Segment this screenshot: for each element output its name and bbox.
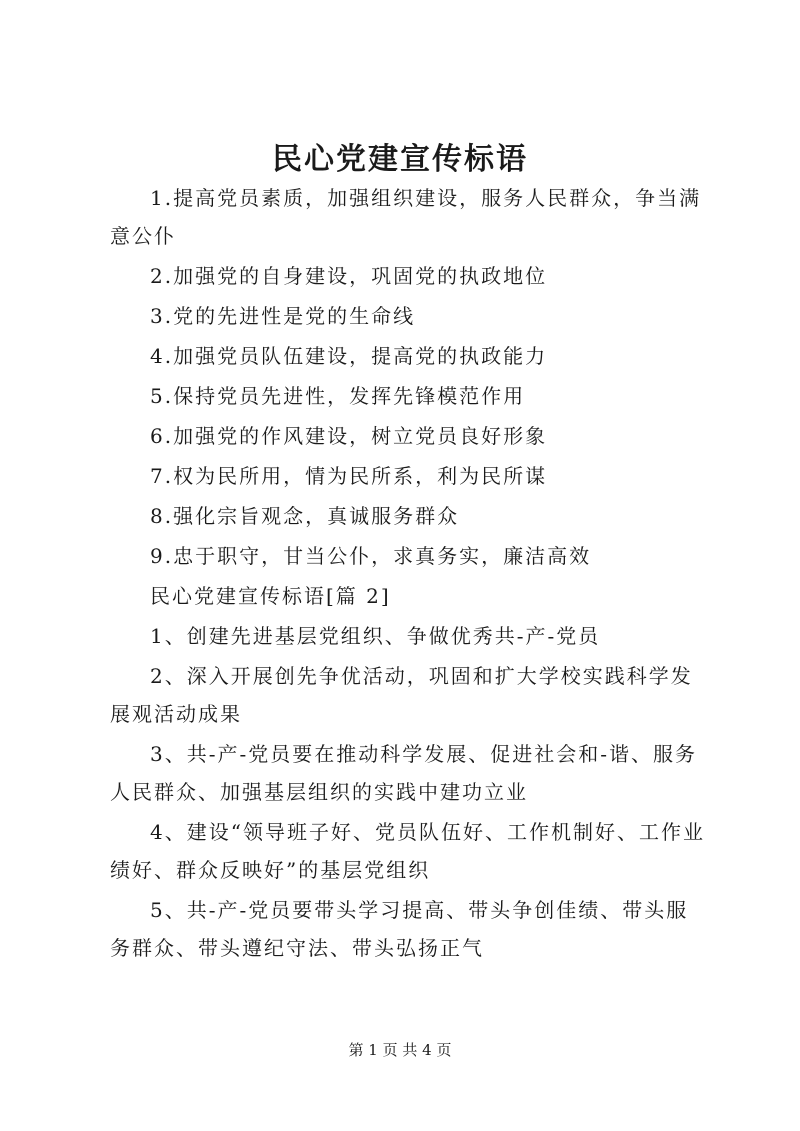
slogan-paragraph-12: 3、共-产-党员要在推动科学发展、促进社会和-谐、服务人民群众、加强基层组织的实践中建功立业 [110, 742, 697, 804]
slogan-paragraph-8: 8.强化宗旨观念，真诚服务群众 [150, 504, 460, 528]
slogan-paragraph-4: 4.加强党员队伍建设，提高党的执政能力 [150, 344, 548, 368]
document-body [110, 188, 710, 978]
slogan-paragraph-5: 5.保持党员先进性，发挥先锋模范作用 [150, 384, 526, 408]
document-title: 民心党建宣传标语 [272, 142, 528, 177]
slogan-paragraph-10: 1、创建先进基层党组织、争做优秀共-产-党员 [150, 624, 601, 648]
slogan-paragraph-9: 9.忠于职守，甘当公仆，求真务实，廉洁高效 [150, 544, 592, 568]
slogan-paragraph-1: 1.提高党员素质，加强组织建设，服务人民群众，争当满意公仆 [110, 186, 702, 248]
section-heading: 民心党建宣传标语[篇 2] [150, 584, 391, 608]
slogan-paragraph-11: 2、深入开展创先争优活动，巩固和扩大学校实践科学发展观活动成果 [110, 664, 693, 726]
slogan-paragraph-6: 6.加强党的作风建设，树立党员良好形象 [150, 424, 548, 448]
slogan-paragraph-13: 4、建设“领导班子好、党员队伍好、工作机制好、工作业绩好、群众反映好”的基层党组织 [110, 820, 705, 882]
slogan-paragraph-14: 5、共-产-党员要带头学习提高、带头争创佳绩、带头服务群众、带头遵纪守法、带头弘扬正气 [110, 898, 689, 960]
slogan-paragraph-3: 3.党的先进性是党的生命线 [150, 304, 416, 328]
page-footer: 第 1 页 共 4 页 [348, 1041, 452, 1059]
slogan-paragraph-2: 2.加强党的自身建设，巩固党的执政地位 [150, 264, 548, 288]
slogan-paragraph-7: 7.权为民所用，情为民所系，利为民所谋 [150, 464, 548, 488]
